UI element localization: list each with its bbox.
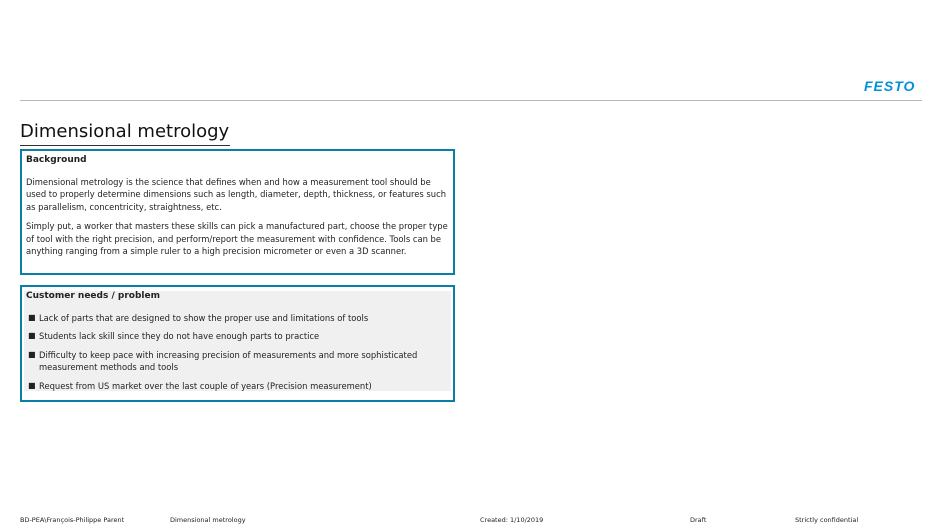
bullet-icon: ■	[28, 349, 36, 359]
background-box	[20, 149, 455, 275]
list-item-text: Students lack skill since they do not have enough parts to practice	[39, 331, 320, 342]
background-paragraph-2: Simply put, a worker that masters these skills can pick a manufactured part, choose the proper type of tool with the right precision, and perform/report the measurement with confidence. Tools can be anything ranging from a simple ruler to a high precision micrometer or even a 3D scanner.	[26, 221, 448, 257]
customer-needs-heading: Customer needs / problem	[26, 291, 160, 301]
header-divider	[20, 100, 922, 101]
list-item	[26, 349, 447, 374]
footer-created: Created: 1/10/2019	[480, 516, 544, 524]
customer-needs-panel	[24, 291, 451, 391]
list-item	[26, 330, 447, 342]
list-item-text: Difficulty to keep pace with increasing precision of measurements and more sophisticated measurement methods and tools	[39, 349, 418, 373]
bullet-icon: ■	[28, 331, 36, 341]
background-paragraph-1: Dimensional metrology is the science that defines when and how a measurement tool should be used to properly determine dimensions such as length, diameter, depth, thickness, or features such as parallelism, concentricity, straightness, etc.	[26, 177, 447, 212]
background-heading: Background	[26, 155, 87, 165]
list-item	[26, 312, 447, 324]
title-underline	[20, 145, 230, 146]
list-item	[26, 380, 447, 392]
list-item-text: Request from US market over the last couple of years (Precision measurement)	[39, 380, 372, 391]
festo-logo: FESTO	[864, 78, 916, 94]
bullet-icon: ■	[28, 313, 36, 322]
footer-status: Draft	[690, 516, 707, 524]
page-title: Dimensional metrology	[20, 121, 230, 142]
list-item-text: Lack of parts that are designed to show the proper use and limitations of tools	[39, 313, 369, 323]
customer-needs-list	[26, 312, 447, 392]
footer-topic: Dimensional metrology	[170, 516, 246, 524]
bullet-icon: ■	[28, 380, 36, 390]
footer-confidentiality: Strictly confidential	[795, 516, 859, 524]
customer-needs-box	[20, 285, 455, 402]
footer-author: BD-PEA\François-Philippe Parent	[20, 516, 125, 524]
